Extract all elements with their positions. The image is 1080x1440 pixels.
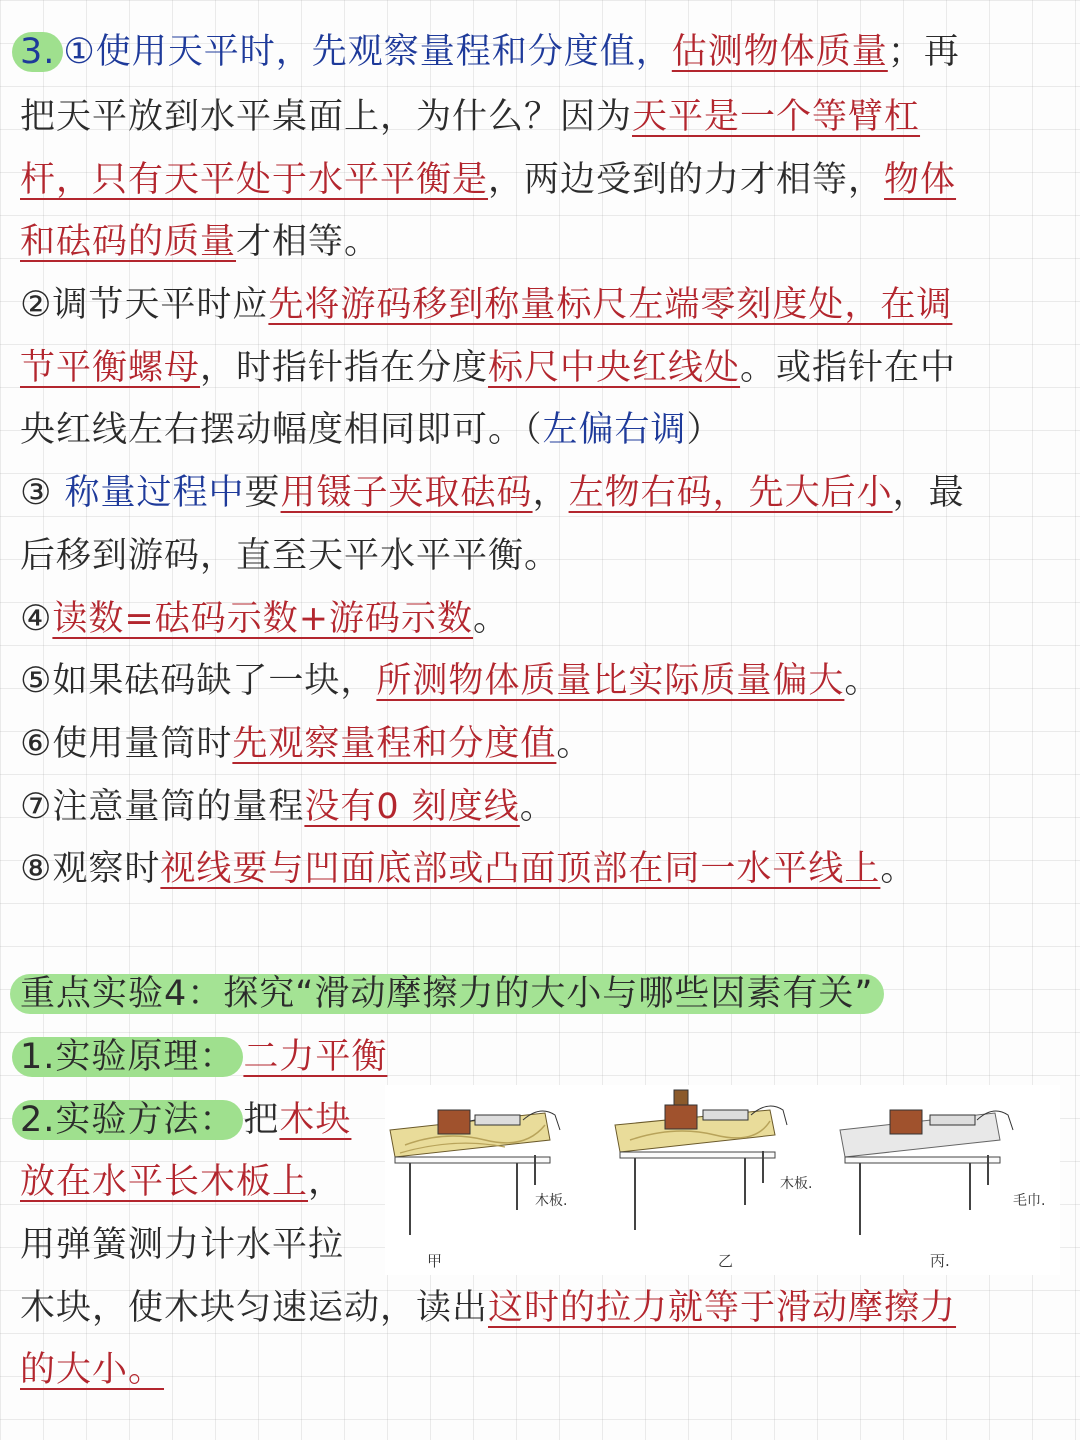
s3-l8-tail: ，最 xyxy=(892,473,965,513)
exp4-method-answer: 木块 xyxy=(279,1100,352,1140)
s3-l6-tail: 。或指针在中 xyxy=(740,348,957,388)
exp4-l5-text: 木块，使木块匀速运动，读出 xyxy=(20,1288,489,1328)
exp4-title: 重点实验4：探究“滑动摩擦力的大小与哪些因素有关” xyxy=(10,974,884,1014)
s3-l7-tail: ） xyxy=(686,410,723,450)
setup-b xyxy=(615,1090,787,1230)
s3-l13-text: ⑦注意量筒的量程 xyxy=(20,787,305,827)
exp4-method-text: 把 xyxy=(243,1100,280,1140)
s3-l11-tail: 。 xyxy=(844,661,881,701)
s3-l6-answer: 节平衡螺母 xyxy=(20,348,201,388)
s3-line-10 xyxy=(20,595,509,643)
s3-l6-answer-2: 标尺中央红线处 xyxy=(488,348,741,388)
s3-l10-answer: 读数=砝码示数+游码示数 xyxy=(52,599,474,639)
exp4-principle-label: 1.实验原理： xyxy=(12,1037,243,1077)
s3-l3-answer: 杆，只有天平处于水平平衡是 xyxy=(20,160,489,200)
label-wood-b: 木板. xyxy=(780,1176,813,1192)
s3-l12-tail: 。 xyxy=(556,724,593,764)
exp4-line-4 xyxy=(20,1221,344,1269)
s3-l5-text: ②调节天平时应 xyxy=(20,285,269,325)
caption-a: 甲 xyxy=(427,1252,443,1270)
caption-c: 丙. xyxy=(930,1252,950,1270)
s3-l7-text: 央红线左右摆动幅度相同即可。（ xyxy=(20,410,543,450)
s3-line-2 xyxy=(20,93,920,141)
s3-l4-text: 才相等。 xyxy=(236,222,381,262)
s3-line-1 xyxy=(20,28,960,76)
label-towel-c: 毛巾. xyxy=(1013,1193,1046,1209)
friction-apparatus-drawing xyxy=(385,1085,1060,1275)
s3-line-3 xyxy=(20,156,956,204)
setup-c xyxy=(840,1110,1013,1235)
exp4-line-2 xyxy=(20,1096,351,1144)
s3-l2-text: 把天平放到水平桌面上，为什么？因为 xyxy=(20,97,633,137)
s3-l2-answer: 天平是一个等臂杠 xyxy=(632,97,921,137)
s3-l3-answer-2: 物体 xyxy=(884,160,957,200)
s3-l8-num: ③ xyxy=(20,473,65,513)
s3-l11-answer: 所测物体质量比实际质量偏大 xyxy=(376,661,845,701)
s3-l8-text: 要 xyxy=(244,473,281,513)
exp4-line-5 xyxy=(20,1284,956,1332)
caption-b: 乙 xyxy=(718,1252,734,1270)
s3-l6-text: ，时指针指在分度 xyxy=(200,348,489,388)
s3-line-9 xyxy=(20,532,560,580)
exp4-line-1 xyxy=(20,1033,387,1081)
exp4-line-6 xyxy=(20,1346,164,1394)
s3-l13-answer: 没有0 刻度线 xyxy=(304,787,520,827)
setup-a xyxy=(390,1110,560,1235)
s3-l1-tail: ；再 xyxy=(887,32,960,72)
s3-line-13 xyxy=(20,783,556,831)
s3-line-11 xyxy=(20,657,880,705)
s3-line-7 xyxy=(20,406,723,454)
label-wood-a: 木板. xyxy=(535,1193,568,1209)
s3-l8-answer: 用镊子夹取砝码 xyxy=(280,473,533,513)
s3-l12-answer: 先观察量程和分度值 xyxy=(232,724,557,764)
s3-l3-text: ，两边受到的力才相等， xyxy=(488,160,885,200)
exp4-l6-answer: 的大小。 xyxy=(20,1350,165,1390)
exp4-line-3 xyxy=(20,1158,344,1206)
exp4-l3-answer: 放在水平长木板上 xyxy=(20,1162,309,1202)
s3-l8-blue: 称量过程中 xyxy=(64,473,245,513)
s3-l14-answer: 视线要与凹面底部或凸面顶部在同一水平线上 xyxy=(160,849,881,889)
exp4-method-label: 2.实验方法： xyxy=(12,1100,243,1140)
s3-l13-tail: 。 xyxy=(519,787,556,827)
s3-l8-answer-2: 左物右码，先大后小 xyxy=(568,473,893,513)
s3-l4-answer: 和砝码的质量 xyxy=(20,222,237,262)
s3-line-6 xyxy=(20,344,956,392)
exp4-l4-text: 用弹簧测力计水平拉 xyxy=(20,1225,345,1265)
s3-line-5 xyxy=(20,281,952,329)
s3-l14-tail: 。 xyxy=(880,849,917,889)
s3-number: 3. xyxy=(12,32,63,72)
s3-l10-num: ④ xyxy=(20,599,53,639)
s3-l8-comma: ， xyxy=(532,473,569,513)
s3-l1-text: ①使用天平时，先观察量程和分度值， xyxy=(63,32,672,72)
exp4-l5-answer: 这时的拉力就等于滑动摩擦力 xyxy=(488,1288,957,1328)
s3-line-12 xyxy=(20,720,592,768)
s3-l9-text: 后移到游码，直至天平水平平衡。 xyxy=(20,536,561,576)
s3-l7-blue: 左偏右调 xyxy=(542,410,687,450)
s3-line-4 xyxy=(20,218,380,266)
s3-l14-text: ⑧观察时 xyxy=(20,849,161,889)
s3-l12-text: ⑥使用量筒时 xyxy=(20,724,233,764)
s3-l1-answer: 估测物体质量 xyxy=(671,32,888,72)
s3-l5-answer: 先将游码移到称量标尺左端零刻度处，在调 xyxy=(268,285,953,325)
s3-l10-tail: 。 xyxy=(473,599,510,639)
s3-line-8 xyxy=(20,469,965,517)
exp4-principle-answer: 二力平衡 xyxy=(243,1037,388,1077)
s3-l11-text: ⑤如果砝码缺了一块， xyxy=(20,661,377,701)
s3-line-14 xyxy=(20,845,916,893)
friction-experiment-figure xyxy=(385,1085,1060,1275)
exp4-title-line xyxy=(20,970,884,1018)
exp4-l3-comma: ， xyxy=(308,1162,345,1202)
